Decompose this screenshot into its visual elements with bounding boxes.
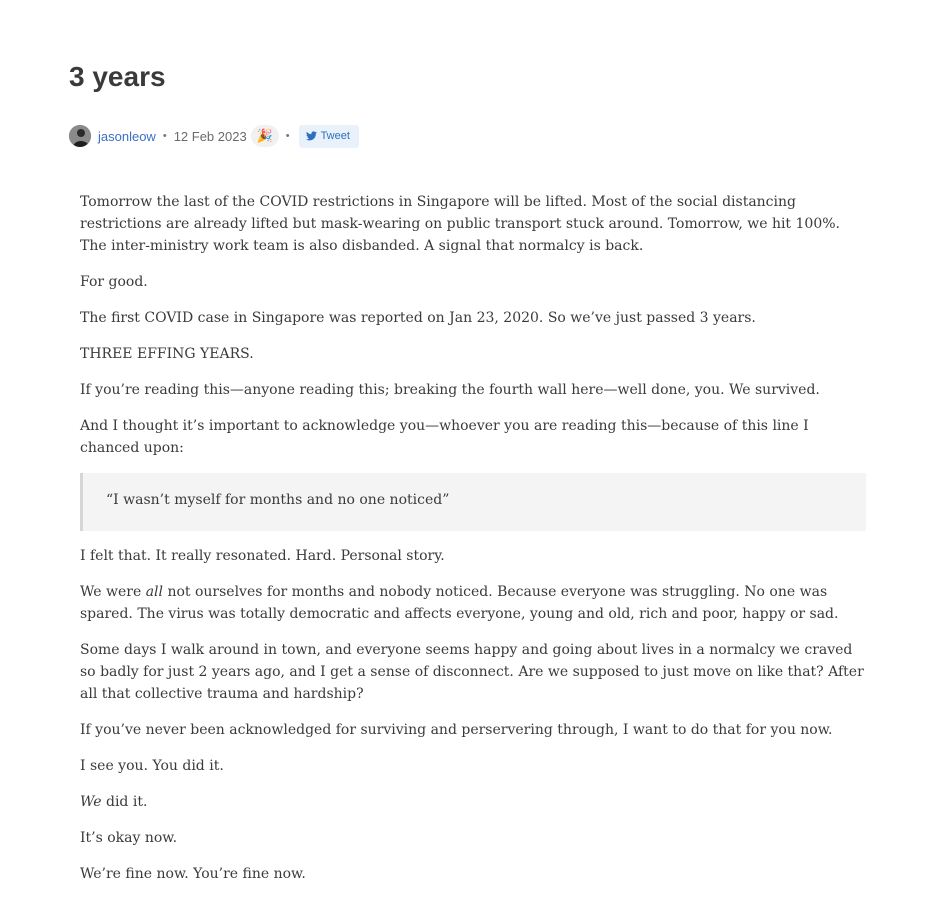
paragraph: It’s okay now.	[80, 830, 178, 846]
paragraph: THREE EFFING YEARS.	[80, 346, 254, 362]
paragraph-text: We were	[80, 584, 146, 600]
paragraph	[80, 791, 866, 813]
emphasis: We	[80, 794, 102, 810]
paragraph	[80, 581, 866, 625]
separator-dot: •	[162, 130, 167, 142]
blockquote	[80, 473, 866, 531]
paragraph: Tomorrow the last of the COVID restrictions in Singapore will be lifted. Most of the social distancing restrictions are already lifted but mask-wearing on public transport stuck around. Tomorrow, we hit 100%. The inter-ministry work team is also disbanded. A signal that normalcy is back.	[80, 194, 840, 254]
paragraph: I see you. You did it.	[80, 758, 224, 774]
party-popper-icon: 🎉	[256, 128, 273, 143]
quote-text: “I wasn’t myself for months and no one noticed”	[106, 492, 450, 508]
post-date: 12 Feb 2023	[173, 128, 247, 144]
separator-dot: •	[285, 130, 290, 142]
post-body	[80, 191, 866, 899]
author-link[interactable]: jasonleow	[98, 128, 156, 144]
upvote-button[interactable]	[251, 125, 279, 147]
tweet-button[interactable]	[299, 125, 359, 148]
twitter-bird-icon	[306, 131, 317, 141]
paragraph: If you’re reading this—anyone reading this; breaking the fourth wall here—well done, you. We survived.	[80, 382, 820, 398]
paragraph: I felt that. It really resonated. Hard. Personal story.	[80, 548, 445, 564]
paragraph: And I thought it’s important to acknowledge you—whoever you are reading this—because of this line I chanced upon:	[80, 418, 809, 456]
emphasis: all	[145, 584, 163, 600]
paragraph-text: did it.	[101, 794, 148, 810]
post-meta	[69, 124, 359, 148]
tweet-label: Tweet	[320, 130, 350, 142]
avatar[interactable]	[69, 125, 91, 147]
paragraph: If you’ve never been acknowledged for surviving and perservering through, I want to do that for you now.	[80, 722, 833, 738]
paragraph: For good.	[80, 274, 148, 290]
page-title: 3 years	[69, 61, 166, 92]
paragraph: Some days I walk around in town, and everyone seems happy and going about lives in a normalcy we craved so badly for just 2 years ago, and I get a sense of disconnect. Are we supposed to just move on like that? After all that collective trauma and hardship?	[80, 642, 864, 702]
paragraph: We’re fine now. You’re fine now.	[80, 866, 306, 882]
paragraph-text: not ourselves for months and nobody noticed. Because everyone was struggling. No one was spared. The virus was totally democratic and affects everyone, young and old, rich and poor, happy or sad.	[80, 584, 839, 622]
paragraph: The first COVID case in Singapore was reported on Jan 23, 2020. So we’ve just passed 3 years.	[80, 310, 756, 326]
